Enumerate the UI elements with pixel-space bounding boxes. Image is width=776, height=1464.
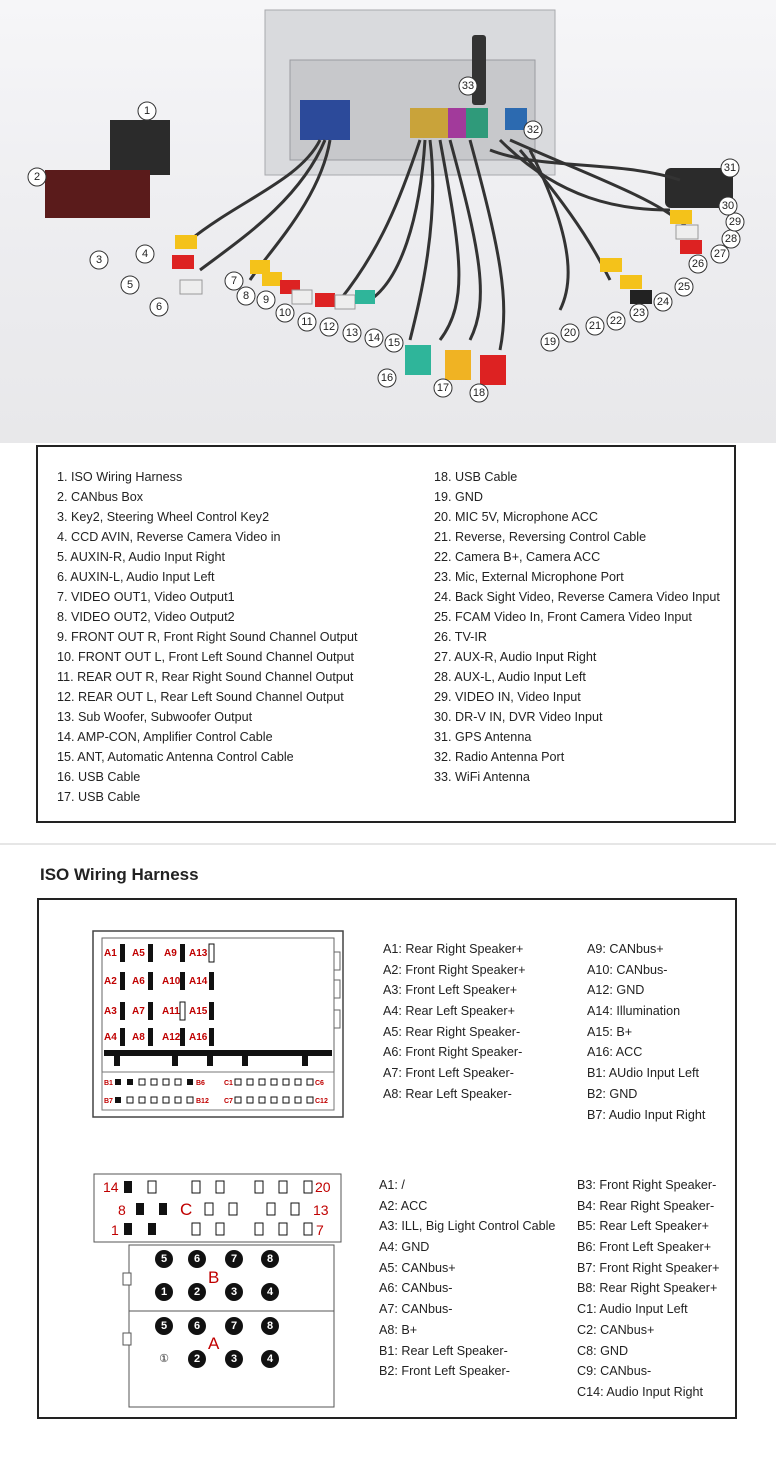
- legend-item: 32. Radio Antenna Port: [434, 750, 565, 764]
- svg-text:B1: B1: [104, 1080, 113, 1087]
- pin-label: A6: [132, 976, 145, 987]
- legend-item: 9. FRONT OUT R, Front Right Sound Channel Output: [57, 630, 358, 644]
- pin-desc: C2: CANbus+: [577, 1322, 655, 1337]
- svg-text:3: 3: [95, 254, 103, 266]
- pin-desc: A8: Rear Left Speaker-: [383, 1086, 512, 1101]
- callout-24: [654, 293, 672, 311]
- callout-3: [90, 251, 108, 269]
- legend-item: 15. ANT, Automatic Antenna Control Cable: [57, 750, 294, 764]
- connector2-pinout-col2: [577, 1175, 719, 1403]
- callout-23: [630, 304, 648, 322]
- pin-desc: A2: ACC: [379, 1198, 428, 1213]
- svg-text:32: 32: [526, 124, 540, 136]
- svg-text:2: 2: [193, 1353, 201, 1365]
- svg-text:3: 3: [230, 1286, 238, 1298]
- legend-item: 25. FCAM Video In, Front Camera Video Input: [434, 610, 692, 624]
- legend-item: 21. Reverse, Reversing Control Cable: [434, 530, 647, 544]
- pin-desc: B8: Rear Right Speaker+: [577, 1281, 718, 1296]
- callout-22: [607, 312, 625, 330]
- pin-label: A13: [189, 948, 208, 959]
- callout-4: [136, 245, 154, 263]
- callout-14: [365, 329, 383, 347]
- iso-harness-box: [110, 120, 170, 175]
- svg-text:7: 7: [230, 275, 238, 287]
- legend-item: 27. AUX-R, Audio Input Right: [434, 650, 597, 664]
- svg-text:22: 22: [609, 315, 623, 327]
- callout-15: [385, 334, 403, 352]
- iso-pinout-box: [37, 898, 737, 1419]
- svg-text:4: 4: [266, 1286, 274, 1298]
- pin-desc: A2: Front Right Speaker+: [383, 962, 526, 977]
- svg-text:2: 2: [193, 1286, 201, 1298]
- svg-text:24: 24: [656, 296, 670, 308]
- pin-label: A1: [104, 948, 117, 959]
- pin-desc: A6: Front Right Speaker-: [383, 1045, 523, 1060]
- svg-text:31: 31: [723, 162, 737, 174]
- callout-32: [524, 121, 542, 139]
- callout-26: [689, 255, 707, 273]
- legend-item: 6. AUXIN-L, Audio Input Left: [57, 570, 215, 584]
- legend-item: 2. CANbus Box: [57, 490, 144, 504]
- callout-8: [237, 287, 255, 305]
- pin-desc: B1: Rear Left Speaker-: [379, 1343, 508, 1358]
- pin-desc: A5: Rear Right Speaker-: [383, 1024, 521, 1039]
- svg-text:20: 20: [315, 1179, 331, 1195]
- legend-item: 8. VIDEO OUT2, Video Output2: [57, 610, 235, 624]
- pin-desc: C1: Audio Input Left: [577, 1302, 688, 1317]
- callout-12: [320, 318, 338, 336]
- pin-desc: B4: Rear Right Speaker-: [577, 1198, 715, 1213]
- pin-desc: C9: CANbus-: [577, 1364, 652, 1379]
- pin-desc: A7: CANbus-: [379, 1302, 453, 1317]
- svg-text:1: 1: [111, 1222, 119, 1238]
- callout-6: [150, 298, 168, 316]
- pin-label: A12: [162, 1032, 181, 1043]
- svg-text:C6: C6: [315, 1080, 324, 1087]
- pin-label: A15: [189, 1006, 208, 1017]
- svg-text:B7: B7: [104, 1098, 113, 1105]
- legend-item: 28. AUX-L, Audio Input Left: [434, 670, 586, 684]
- legend-item: 3. Key2, Steering Wheel Control Key2: [57, 510, 270, 524]
- callout-29: [726, 213, 744, 231]
- svg-text:13: 13: [345, 327, 359, 339]
- svg-text:19: 19: [543, 336, 557, 348]
- legend-item: 20. MIC 5V, Microphone ACC: [434, 510, 599, 524]
- pin-desc: A4: Rear Left Speaker+: [383, 1004, 515, 1019]
- legend-item: 4. CCD AVIN, Reverse Camera Video in: [57, 530, 281, 544]
- pin-desc: B5: Rear Left Speaker+: [577, 1219, 709, 1234]
- legend-item: 1. ISO Wiring Harness: [57, 470, 183, 484]
- svg-text:5: 5: [160, 1320, 168, 1332]
- legend-item: 22. Camera B+, Camera ACC: [434, 550, 601, 564]
- legend-item: 11. REAR OUT R, Rear Right Sound Channel Output: [57, 670, 354, 684]
- svg-text:B: B: [208, 1268, 220, 1287]
- svg-text:2: 2: [33, 171, 41, 183]
- pin-label: A8: [132, 1032, 145, 1043]
- svg-text:8: 8: [266, 1253, 274, 1265]
- pin-label: A9: [164, 948, 177, 959]
- callout-16: [378, 369, 396, 387]
- legend-item: 26. TV-IR: [434, 630, 487, 644]
- svg-text:14: 14: [367, 332, 381, 344]
- svg-text:7: 7: [316, 1222, 324, 1238]
- callout-21: [586, 317, 604, 335]
- callout-28: [722, 230, 740, 248]
- svg-text:13: 13: [313, 1202, 329, 1218]
- svg-text:C: C: [180, 1200, 193, 1219]
- legend-right-column: [434, 467, 720, 787]
- svg-text:7: 7: [230, 1320, 238, 1332]
- legend-item: 7. VIDEO OUT1, Video Output1: [57, 590, 235, 604]
- legend-item: 5. AUXIN-R, Audio Input Right: [57, 550, 226, 564]
- callout-9: [257, 291, 275, 309]
- pin-desc: B2: Front Left Speaker-: [379, 1364, 510, 1379]
- legend-item: 16. USB Cable: [57, 770, 141, 784]
- canbus-box: [45, 170, 150, 218]
- product-photo: [0, 0, 776, 443]
- callout-7: [225, 272, 243, 290]
- svg-text:8: 8: [242, 290, 250, 302]
- callout-18: [470, 384, 488, 402]
- pin-desc: A15: B+: [587, 1024, 633, 1039]
- pin-label: A10: [162, 976, 181, 987]
- legend-item: 30. DR-V IN, DVR Video Input: [434, 710, 603, 724]
- svg-text:1: 1: [143, 105, 151, 117]
- legend-item: 23. Mic, External Microphone Port: [434, 570, 624, 584]
- legend-item: 33. WiFi Antenna: [434, 770, 530, 784]
- pin-label: A11: [162, 1006, 180, 1017]
- pin-desc: A12: GND: [587, 983, 645, 998]
- pin-label: A16: [189, 1032, 208, 1043]
- legend-item: 17. USB Cable: [57, 790, 141, 804]
- svg-text:5: 5: [126, 279, 134, 291]
- iso-connector-2-diagram: [93, 1173, 343, 1413]
- pin-desc: A10: CANbus-: [587, 962, 668, 977]
- svg-text:6: 6: [193, 1320, 201, 1332]
- callout-10: [276, 304, 294, 322]
- callout-33: [459, 77, 477, 95]
- svg-text:28: 28: [724, 233, 738, 245]
- legend-item: 18. USB Cable: [434, 470, 518, 484]
- pin-desc: B2: GND: [587, 1086, 638, 1101]
- svg-text:18: 18: [472, 387, 486, 399]
- legend-item: 12. REAR OUT L, Rear Left Sound Channel Output: [57, 690, 344, 704]
- pin-desc: A6: CANbus-: [379, 1281, 453, 1296]
- section-divider: [0, 843, 776, 845]
- pin-desc: A3: Front Left Speaker+: [383, 983, 518, 998]
- svg-text:30: 30: [721, 200, 735, 212]
- pin-desc: A4: GND: [379, 1240, 430, 1255]
- pin-label: A4: [104, 1032, 117, 1043]
- connector1-pinout-col1: [383, 939, 525, 1105]
- pin-desc: A14: Illumination: [587, 1004, 681, 1019]
- connector2-pinout-col1: [379, 1175, 555, 1382]
- svg-text:6: 6: [193, 1253, 201, 1265]
- pin-desc: A9: CANbus+: [587, 942, 664, 956]
- callout-1: [138, 102, 156, 120]
- harness-illustration: [0, 0, 776, 443]
- svg-text:11: 11: [301, 316, 313, 328]
- svg-text:16: 16: [380, 372, 394, 384]
- pin-desc: A3: ILL, Big Light Control Cable: [379, 1219, 556, 1234]
- pin-label: A2: [104, 976, 117, 987]
- svg-text:4: 4: [141, 248, 149, 260]
- svg-text:25: 25: [677, 281, 691, 293]
- legend-item: 10. FRONT OUT L, Front Left Sound Channel Output: [57, 650, 355, 664]
- svg-text:26: 26: [691, 258, 705, 270]
- svg-text:14: 14: [103, 1179, 119, 1195]
- svg-text:C1: C1: [224, 1080, 233, 1087]
- svg-text:C7: C7: [224, 1098, 233, 1105]
- svg-text:B12: B12: [196, 1098, 209, 1105]
- svg-text:33: 33: [461, 80, 475, 92]
- pin-desc: B1: AUdio Input Left: [587, 1066, 700, 1081]
- iso-connector-1-diagram: [92, 930, 344, 1120]
- svg-text:B6: B6: [196, 1080, 205, 1087]
- legend-item: 14. AMP-CON, Amplifier Control Cable: [57, 730, 273, 744]
- callout-2: [28, 168, 46, 186]
- legend-item: 31. GPS Antenna: [434, 730, 532, 744]
- pin-desc: B3: Front Right Speaker-: [577, 1178, 717, 1192]
- callout-5: [121, 276, 139, 294]
- pin-desc: A16: ACC: [587, 1045, 643, 1060]
- callout-17: [434, 379, 452, 397]
- svg-text:1: 1: [160, 1286, 168, 1298]
- iso-section-title: ISO Wiring Harness: [40, 865, 199, 884]
- svg-text:27: 27: [713, 248, 727, 260]
- legend-item: 29. VIDEO IN, Video Input: [434, 690, 581, 704]
- callout-11: [298, 313, 316, 331]
- pin-desc: B7: Front Right Speaker+: [577, 1260, 720, 1275]
- callout-19: [541, 333, 559, 351]
- svg-text:4: 4: [266, 1353, 274, 1365]
- legend-item: 19. GND: [434, 490, 483, 504]
- svg-text:17: 17: [436, 382, 450, 394]
- svg-text:5: 5: [160, 1253, 168, 1265]
- pin-desc: A8: B+: [379, 1322, 418, 1337]
- svg-text:3: 3: [230, 1353, 238, 1365]
- legend-item: 24. Back Sight Video, Reverse Camera Video Input: [434, 590, 720, 604]
- pin-desc: B6: Front Left Speaker+: [577, 1240, 712, 1255]
- pin-desc: C8: GND: [577, 1343, 629, 1358]
- svg-text:12: 12: [322, 321, 336, 333]
- legend-box: [36, 445, 736, 823]
- pin-desc: A1: /: [379, 1178, 405, 1192]
- svg-text:9: 9: [262, 294, 270, 306]
- svg-text:15: 15: [387, 337, 401, 349]
- callout-27: [711, 245, 729, 263]
- callout-13: [343, 324, 361, 342]
- pin-label: A5: [132, 948, 145, 959]
- svg-text:7: 7: [230, 1253, 238, 1265]
- callout-30: [719, 197, 737, 215]
- pin-label: A7: [132, 1006, 145, 1017]
- pin-desc: A5: CANbus+: [379, 1260, 456, 1275]
- svg-text:20: 20: [563, 327, 577, 339]
- callout-31: [721, 159, 739, 177]
- svg-text:C12: C12: [315, 1098, 328, 1105]
- svg-text:8: 8: [118, 1202, 126, 1218]
- svg-text:10: 10: [278, 307, 292, 319]
- pin-desc: B7: Audio Input Right: [587, 1107, 706, 1122]
- svg-text:8: 8: [266, 1320, 274, 1332]
- callout-20: [561, 324, 579, 342]
- svg-text:①: ①: [159, 1353, 169, 1365]
- pin-desc: A1: Rear Right Speaker+: [383, 942, 524, 956]
- legend-item: 13. Sub Woofer, Subwoofer Output: [57, 710, 253, 724]
- svg-text:A: A: [208, 1334, 220, 1353]
- pin-desc: A7: Front Left Speaker-: [383, 1066, 514, 1081]
- pin-label: A3: [104, 1006, 117, 1017]
- svg-text:21: 21: [588, 320, 602, 332]
- callout-25: [675, 278, 693, 296]
- connector1-pinout-col2: [587, 939, 705, 1125]
- svg-text:6: 6: [155, 301, 163, 313]
- svg-text:29: 29: [728, 216, 742, 228]
- pin-label: A14: [189, 976, 208, 987]
- legend-left-column: [57, 467, 358, 807]
- pin-desc: C14: Audio Input Right: [577, 1384, 704, 1399]
- svg-text:23: 23: [632, 307, 646, 319]
